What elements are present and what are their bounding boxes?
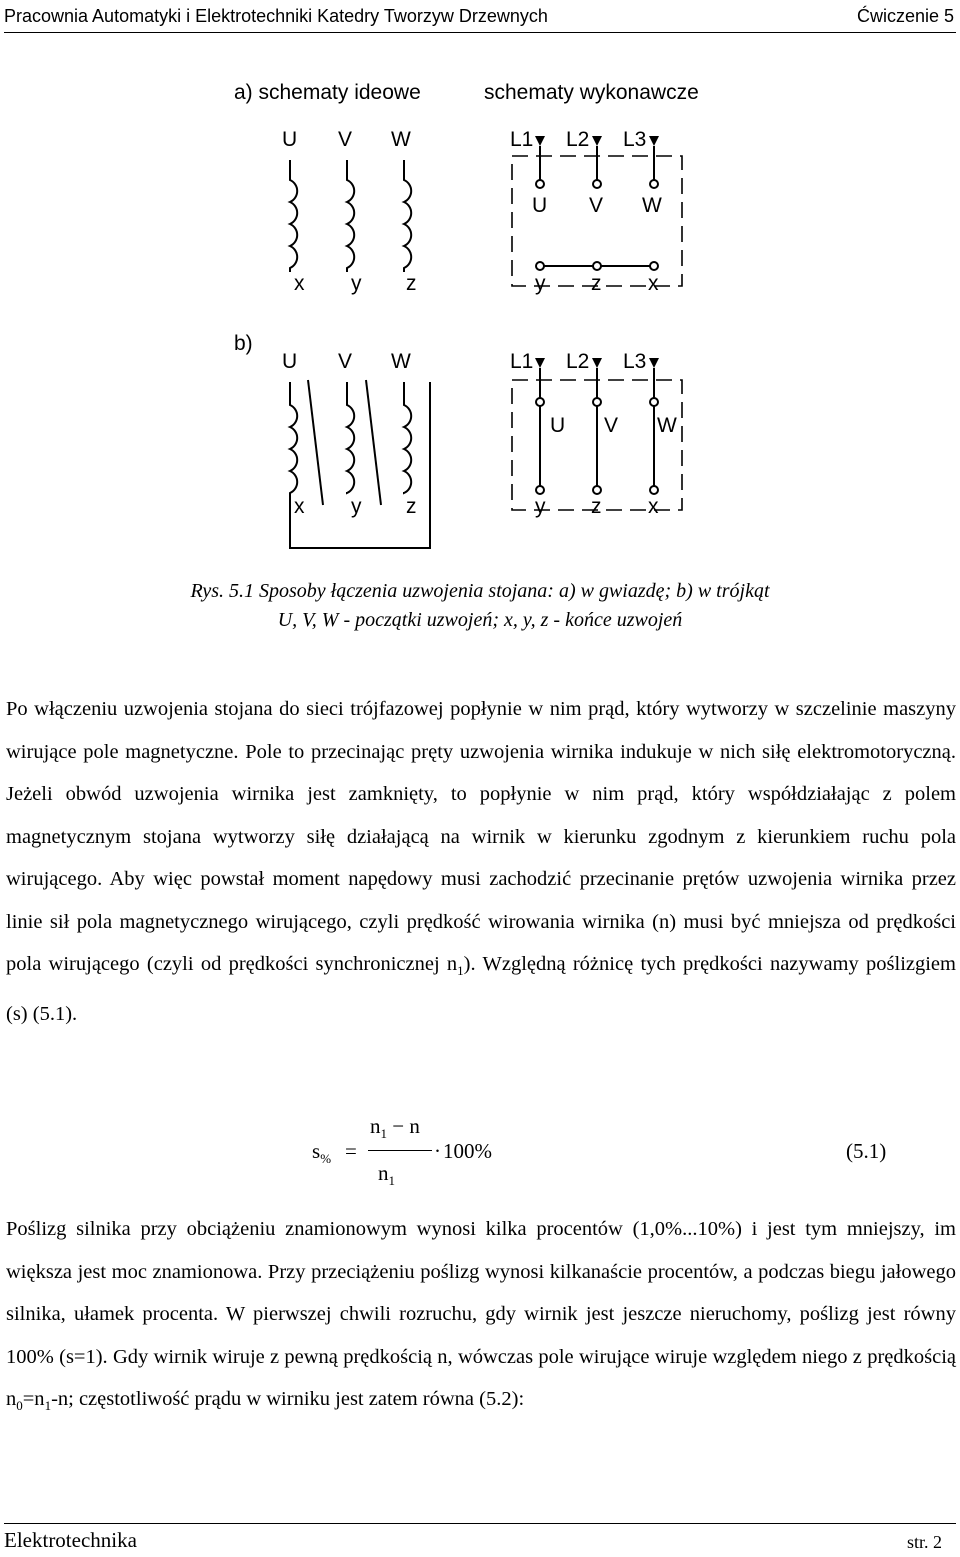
paragraph-2 (6, 1208, 956, 1428)
terminal-w: W (391, 350, 411, 373)
exec-terminal-z: z (591, 495, 602, 518)
terminal-x: x (294, 495, 305, 518)
line-l2: L2 (566, 128, 590, 151)
terminal-dot (593, 180, 601, 188)
terminal-dot (536, 262, 544, 270)
header-title: Pracownia Automatyki i Elektrotechniki Katedry Tworzyw Drzewnych (4, 6, 548, 26)
header-exercise: Ćwiczenie 5 (856, 6, 954, 26)
exec-terminal-y: y (535, 272, 546, 295)
terminal-dot (593, 398, 601, 406)
paragraph-2-text: Poślizg silnika przy obciążeniu znamionowym wynosi kilka procentów (1,0%...10%) i jest tym mniejszy, im większa jest moc znamionowa. Przy przeciążeniu poślizg wynosi kilkanaście procentów, a podczas biegu jałowego silnika, ułamek procenta. W pierwszej chwili rozruchu, gdy wirnik jest jeszcze nieruchomy, poślizg jest równy 100% (s=1). Gdy wirnik wiruje z pewną prędkością n, wówczas pole wirujące wiruje względem niego z prędkością n (6, 1218, 956, 1410)
equation-denominator: $n_1$ (378, 1161, 395, 1189)
paragraph-1 (6, 688, 956, 1035)
paragraph-1-text-end: ). Względną różnicę tych prędkości nazywamy poślizgiem (s) (5.1). (6, 953, 956, 1025)
label-schematy-wykonawcze: schematy wykonawcze (484, 81, 699, 104)
line-l1: L1 (510, 350, 534, 373)
coil-w-delta (404, 382, 411, 493)
terminal-v: V (338, 350, 353, 373)
terminal-dot (650, 180, 658, 188)
line-l3: L3 (623, 350, 647, 373)
terminal-v: V (338, 128, 353, 151)
delta-link-u-y (308, 380, 323, 505)
terminal-y: y (351, 272, 362, 295)
equation-lhs: $s_{\%}$ (312, 1139, 332, 1167)
subscript: 0 (16, 1398, 23, 1414)
terminal-z: z (406, 272, 417, 295)
exec-terminal-x: x (648, 495, 659, 518)
coil-w-star (404, 160, 411, 272)
exec-terminal-x: x (648, 272, 659, 295)
terminal-dot (593, 262, 601, 270)
paragraph-1-text: Po włączeniu uzwojenia stojana do sieci trójfazowej popłynie w nim prąd, który wytworzy w szczelinie maszyny wirujące pole magnetyczne. Pole to przecinając pręty uzwojenia wirnika indukuje w nich siłę elektromotoryczną. Jeżeli obwód uzwojenia wirnika jest zamknięty, to popłynie w nim prąd, który współdziałając z polem magnetycznym stojana wytworzy siłę działającą na wirnik w kierunku zgodnym z kierunkiem ruchu pola wirującego. Aby więc powstał moment napędowy musi zachodzić przecinanie prętów uzwojenia wirnika przez linie sił pola magnetycznego wirującego, czyli prędkość wirowania wirnika (n) musi być mniejsza od prędkości pola wirującego (czyli od prędkości synchronicznej n (6, 698, 956, 975)
figure-caption-line-1: Rys. 5.1 Sposoby łączenia uzwojenia stojana: a) w gwiazdę; b) w trójkąt (190, 580, 770, 602)
equation-number: (5.1) (846, 1139, 887, 1163)
terminal-dot (536, 398, 544, 406)
terminal-dot (593, 486, 601, 494)
delta-link-v-z (366, 380, 381, 505)
equation-equals: = (345, 1139, 357, 1163)
arrow-l3 (649, 136, 659, 146)
terminal-dot (650, 398, 658, 406)
coil-u-star (290, 160, 297, 272)
coil-v-star (347, 160, 354, 272)
terminal-dot (536, 180, 544, 188)
exec-terminal-z: z (591, 272, 602, 295)
terminal-u: U (282, 350, 298, 373)
page-footer (4, 1523, 956, 1556)
exec-terminal-v: V (589, 194, 604, 217)
exec-terminal-y: y (535, 495, 546, 518)
arrow-l2 (592, 358, 602, 368)
line-l3: L3 (623, 128, 647, 151)
equation-times: · (434, 1139, 441, 1163)
paragraph-2-text-mid: =n (22, 1388, 45, 1410)
figure-caption-line-2: U, V, W - początki uzwojeń; x, y, z - końce uzwojeń (277, 609, 683, 631)
exec-terminal-v: V (604, 414, 619, 437)
terminal-w: W (391, 128, 411, 151)
coil-v-delta (347, 382, 354, 493)
terminal-x: x (294, 272, 305, 295)
line-l2: L2 (566, 350, 590, 373)
terminal-dot (650, 486, 658, 494)
page-number: str. 2 (906, 1532, 942, 1552)
terminal-y: y (351, 495, 362, 518)
paragraph-2-text-end: -n; częstotliwość prądu w wirniku jest zatem równa (5.2): (51, 1388, 525, 1410)
winding-connection-figure (0, 40, 960, 570)
arrow-l2 (592, 136, 602, 146)
terminal-u: U (282, 128, 298, 151)
fraction-bar (368, 1150, 432, 1151)
terminal-dot (536, 486, 544, 494)
terminal-dot (650, 262, 658, 270)
label-schematy-ideowe: a) schematy ideowe (234, 81, 421, 104)
equation-numerator: $n_1 - n$ (370, 1114, 420, 1142)
footer-subject: Elektrotechnika (4, 1528, 137, 1552)
subscript: 1 (44, 1398, 52, 1414)
arrow-l3 (649, 358, 659, 368)
subscript: 1 (457, 963, 464, 979)
line-l1: L1 (510, 128, 534, 151)
exec-terminal-u: U (550, 414, 566, 437)
arrow-l1 (535, 358, 545, 368)
exec-terminal-u: U (532, 194, 548, 217)
arrow-l1 (535, 136, 545, 146)
label-b: b) (234, 332, 253, 355)
equation-factor: 100% (443, 1139, 492, 1163)
exec-terminal-w: W (657, 414, 677, 437)
terminal-z: z (406, 495, 417, 518)
exec-terminal-w: W (642, 194, 662, 217)
page-header (4, 2, 956, 33)
